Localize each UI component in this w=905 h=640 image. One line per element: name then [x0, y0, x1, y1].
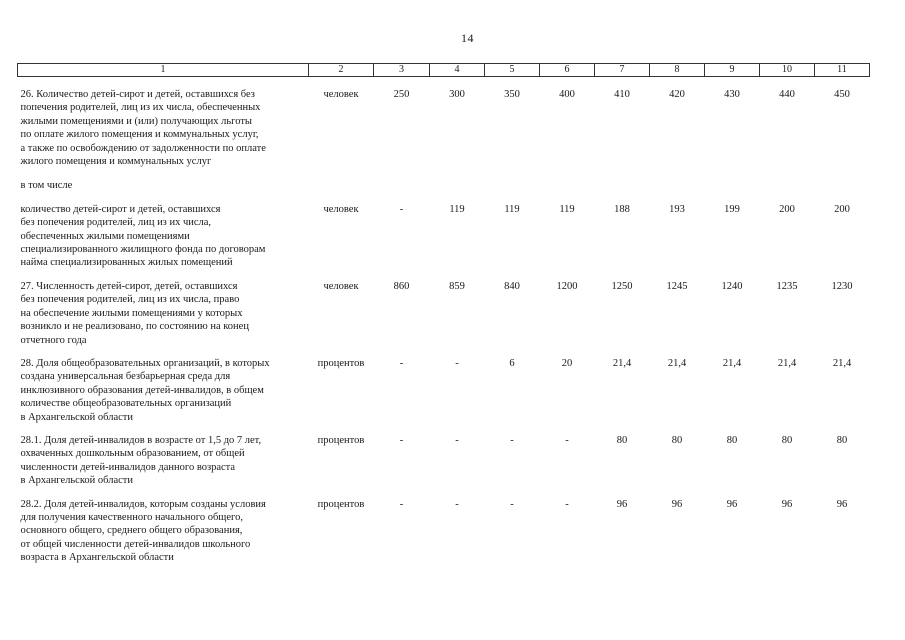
- indicator-name: 28. Доля общеобразовательных организаций, в которых создана универсальная безбарьерная среда для инклюзивного образования детей-инвалидов, в общем количестве общеобразовательных организаций в Архангельской области: [20, 357, 270, 423]
- value-cell: 430: [724, 89, 740, 100]
- value-cell: 20: [561, 357, 573, 369]
- value-cell: [430, 168, 485, 192]
- table-row: [18, 347, 870, 424]
- value-cell: 119: [559, 203, 575, 215]
- value-cell: -: [565, 498, 569, 510]
- value-cell: -: [510, 498, 514, 510]
- value-cell: -: [565, 434, 569, 446]
- indicator-name: 27. Численность детей-сирот, детей, оставшихся без попечения родителей, лиц из их числа, право на обеспечение жилыми помещениями у которых возникло и не реализовано, по состоянию на конец отчетного года: [20, 280, 249, 346]
- value-cell: 440: [779, 89, 795, 100]
- value-cell: 1250: [611, 280, 633, 292]
- value-cell: 450: [834, 89, 850, 100]
- value-cell: 300: [449, 89, 465, 100]
- value-cell: 420: [669, 89, 685, 100]
- unit-cell: [309, 168, 374, 192]
- value-cell: 200: [779, 203, 795, 215]
- value-cell: 96: [726, 498, 738, 510]
- indicator-name: 28.2. Доля детей-инвалидов, которым созданы условия для получения качественного начального общего, основного общего, среднего общего образования, от общей численности детей-инвалидов школьного возраста в Архангельской области: [20, 498, 266, 564]
- unit-cell: процентов: [317, 434, 365, 446]
- table-row: [18, 488, 870, 565]
- value-cell: -: [399, 498, 404, 510]
- value-cell: 410: [614, 89, 630, 100]
- column-number-header: 4: [430, 64, 485, 77]
- value-cell: 1235: [776, 280, 798, 292]
- table-row: [18, 424, 870, 488]
- column-number-header: 10: [760, 64, 815, 77]
- value-cell: 119: [449, 203, 465, 215]
- value-cell: 80: [726, 434, 738, 446]
- subheading-label: в том числе: [20, 180, 73, 192]
- value-cell: 860: [393, 280, 410, 292]
- value-cell: 80: [616, 434, 628, 446]
- value-cell: 119: [504, 203, 520, 215]
- unit-cell: человек: [323, 89, 359, 100]
- value-cell: 96: [671, 498, 683, 510]
- column-number-header: 9: [705, 64, 760, 77]
- unit-cell: процентов: [317, 498, 365, 510]
- value-cell: 350: [504, 89, 520, 100]
- table-row: [18, 168, 870, 192]
- indicator-name: 26. Количество детей-сирот и детей, оставшихся без попечения родителей, лиц из их числа, обеспеченных жилыми помещениями и (или) получающих льготы по оплате жилого помещения и коммунальных услуг, а также по освобождению от задолженности по оплате жилого помещения и коммунальных услуг: [20, 89, 266, 168]
- value-cell: -: [399, 203, 404, 215]
- value-cell: [705, 168, 760, 192]
- value-cell: [485, 168, 540, 192]
- column-number-header: 3: [374, 64, 430, 77]
- value-cell: 1230: [831, 280, 853, 292]
- value-cell: -: [455, 434, 459, 446]
- value-cell: [815, 168, 870, 192]
- column-number-header: 11: [815, 64, 870, 77]
- indicators-table: [17, 63, 870, 565]
- value-cell: 21,4: [777, 357, 797, 369]
- value-cell: 1240: [721, 280, 743, 292]
- indicator-name: количество детей-сирот и детей, оставшихся без попечения родителей, лиц из их числа, обеспеченных жилыми помещениями специализированного жилищного фонда по договорам найма специализированных жилых помещений: [20, 203, 266, 269]
- value-cell: 96: [836, 498, 848, 510]
- column-number-header: 7: [595, 64, 650, 77]
- table-row: [18, 77, 870, 169]
- column-number-header: 8: [650, 64, 705, 77]
- value-cell: 80: [836, 434, 848, 446]
- value-cell: -: [510, 434, 514, 446]
- page-number: 14: [461, 31, 474, 45]
- value-cell: 80: [671, 434, 683, 446]
- value-cell: [540, 168, 595, 192]
- value-cell: -: [455, 357, 459, 369]
- value-cell: 1245: [666, 280, 688, 292]
- unit-cell: человек: [323, 203, 359, 215]
- column-number-header: 1: [18, 64, 309, 77]
- unit-cell: человек: [323, 280, 359, 292]
- value-cell: [760, 168, 815, 192]
- value-cell: 21,4: [832, 357, 852, 369]
- value-cell: -: [455, 498, 459, 510]
- column-number-row: [18, 64, 870, 77]
- value-cell: 21,4: [667, 357, 687, 369]
- value-cell: 199: [724, 203, 740, 215]
- value-cell: 188: [614, 203, 630, 215]
- column-number-header: 2: [309, 64, 374, 77]
- value-cell: 21,4: [612, 357, 632, 369]
- value-cell: 840: [504, 280, 520, 292]
- value-cell: 193: [669, 203, 685, 215]
- table-row: [18, 270, 870, 347]
- column-number-header: 5: [485, 64, 540, 77]
- value-cell: 200: [834, 203, 850, 215]
- value-cell: [374, 168, 430, 192]
- value-cell: 96: [781, 498, 793, 510]
- table-row: [18, 193, 870, 270]
- value-cell: 80: [781, 434, 793, 446]
- value-cell: 96: [616, 498, 628, 510]
- value-cell: 1200: [556, 280, 578, 292]
- value-cell: 400: [559, 89, 575, 100]
- column-number-header: 6: [540, 64, 595, 77]
- value-cell: [595, 168, 650, 192]
- value-cell: -: [399, 434, 404, 446]
- value-cell: 6: [509, 357, 515, 369]
- value-cell: 859: [449, 280, 465, 292]
- value-cell: 250: [393, 89, 410, 100]
- value-cell: -: [399, 357, 404, 369]
- indicator-name: 28.1. Доля детей-инвалидов в возрасте от 1,5 до 7 лет, охваченных дошкольным образованием, от общей численности детей-инвалидов данного возраста в Архангельской области: [20, 434, 262, 487]
- value-cell: [650, 168, 705, 192]
- unit-cell: процентов: [317, 357, 365, 369]
- value-cell: 21,4: [722, 357, 742, 369]
